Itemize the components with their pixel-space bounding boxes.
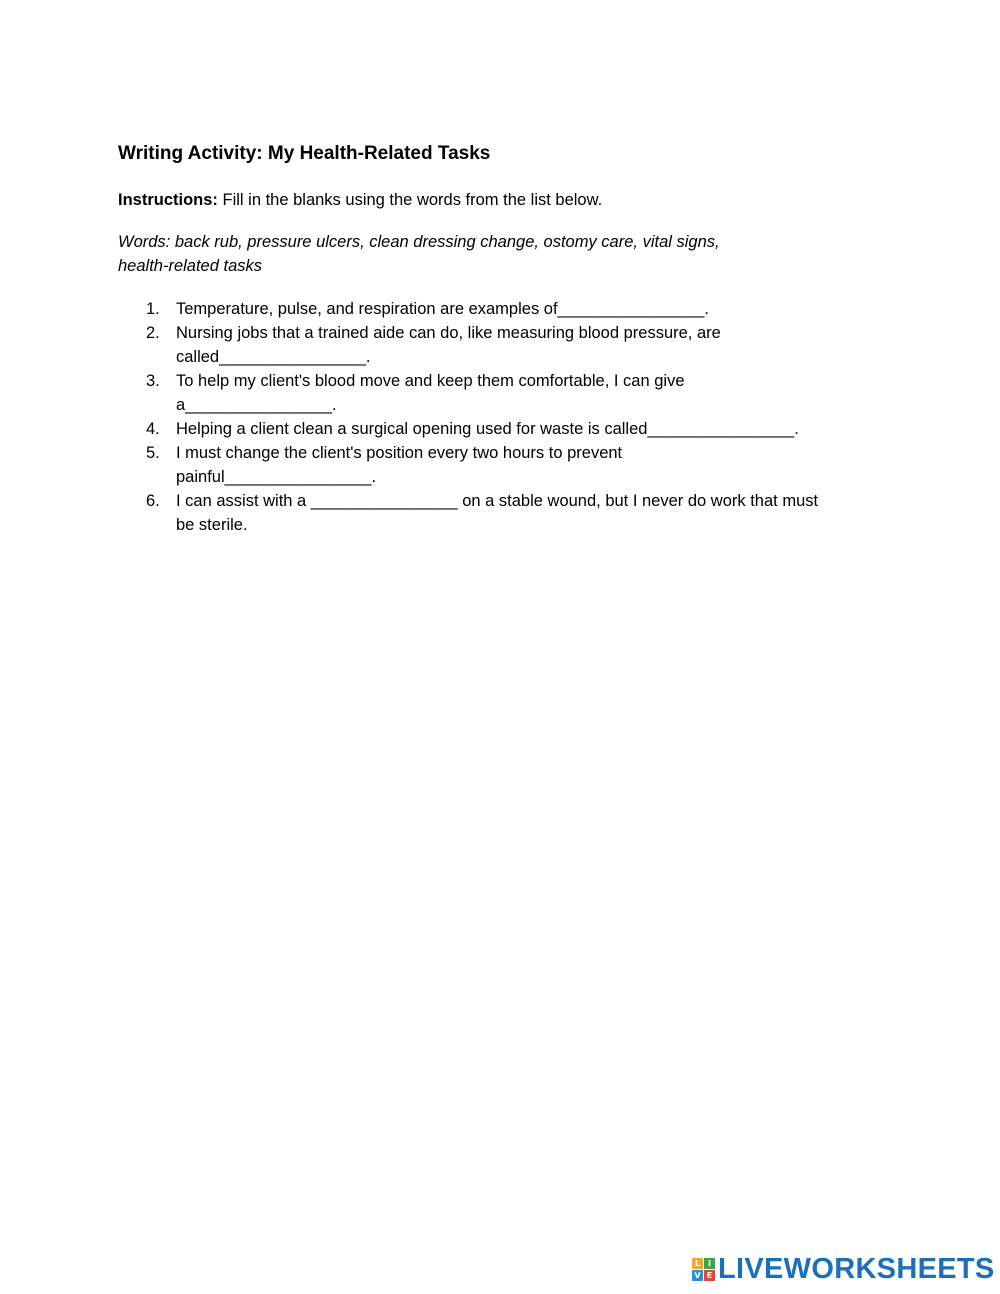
question-text-line: Temperature, pulse, and respiration are examples of________________. [176, 300, 709, 318]
question-text-line: Helping a client clean a surgical opening used for waste is called________________. [176, 420, 799, 438]
logo-tile-l: L [692, 1258, 703, 1269]
logo-tile-i: I [704, 1258, 715, 1269]
question-item [118, 441, 888, 489]
question-text-line: To help my client's blood move and keep them comfortable, I can give [176, 372, 685, 390]
question-text-line: be sterile. [176, 516, 248, 534]
word-bank-line-2: health-related tasks [118, 257, 262, 275]
question-number: 2. [146, 324, 160, 342]
question-number: 1. [146, 300, 160, 318]
liveworksheets-logo [692, 1254, 995, 1284]
liveworksheets-icon [692, 1258, 715, 1281]
word-bank-line-1: Words: back rub, pressure ulcers, clean dressing change, ostomy care, vital signs, [118, 233, 720, 251]
question-item [118, 369, 888, 417]
question-number: 6. [146, 492, 160, 510]
question-item [118, 489, 888, 537]
question-item [118, 297, 888, 321]
logo-tile-v: V [692, 1270, 703, 1281]
question-text-line: a________________. [176, 396, 337, 414]
logo-text-live: LIVE [718, 1253, 784, 1285]
instructions [118, 188, 602, 212]
question-item [118, 321, 888, 369]
instructions-text: Fill in the blanks using the words from the list below. [217, 191, 603, 209]
logo-tile-e: E [704, 1270, 715, 1281]
question-text-line: I can assist with a ________________ on a stable wound, but I never do work that must [176, 492, 819, 510]
question-number: 3. [146, 372, 160, 390]
question-text-line: I must change the client's position every two hours to prevent [176, 444, 623, 462]
question-text-line: called________________. [176, 348, 371, 366]
question-number: 4. [146, 420, 160, 438]
question-number: 5. [146, 444, 160, 462]
question-list [118, 297, 888, 537]
logo-text-worksheets: WORKSHEETS [783, 1253, 995, 1285]
page-title: Writing Activity: My Health-Related Tasks [118, 143, 491, 164]
instructions-label: Instructions: [118, 191, 218, 209]
question-text-line: Nursing jobs that a trained aide can do, like measuring blood pressure, are [176, 324, 721, 342]
question-item [118, 417, 888, 441]
question-text-line: painful________________. [176, 468, 377, 486]
word-bank [118, 230, 798, 278]
